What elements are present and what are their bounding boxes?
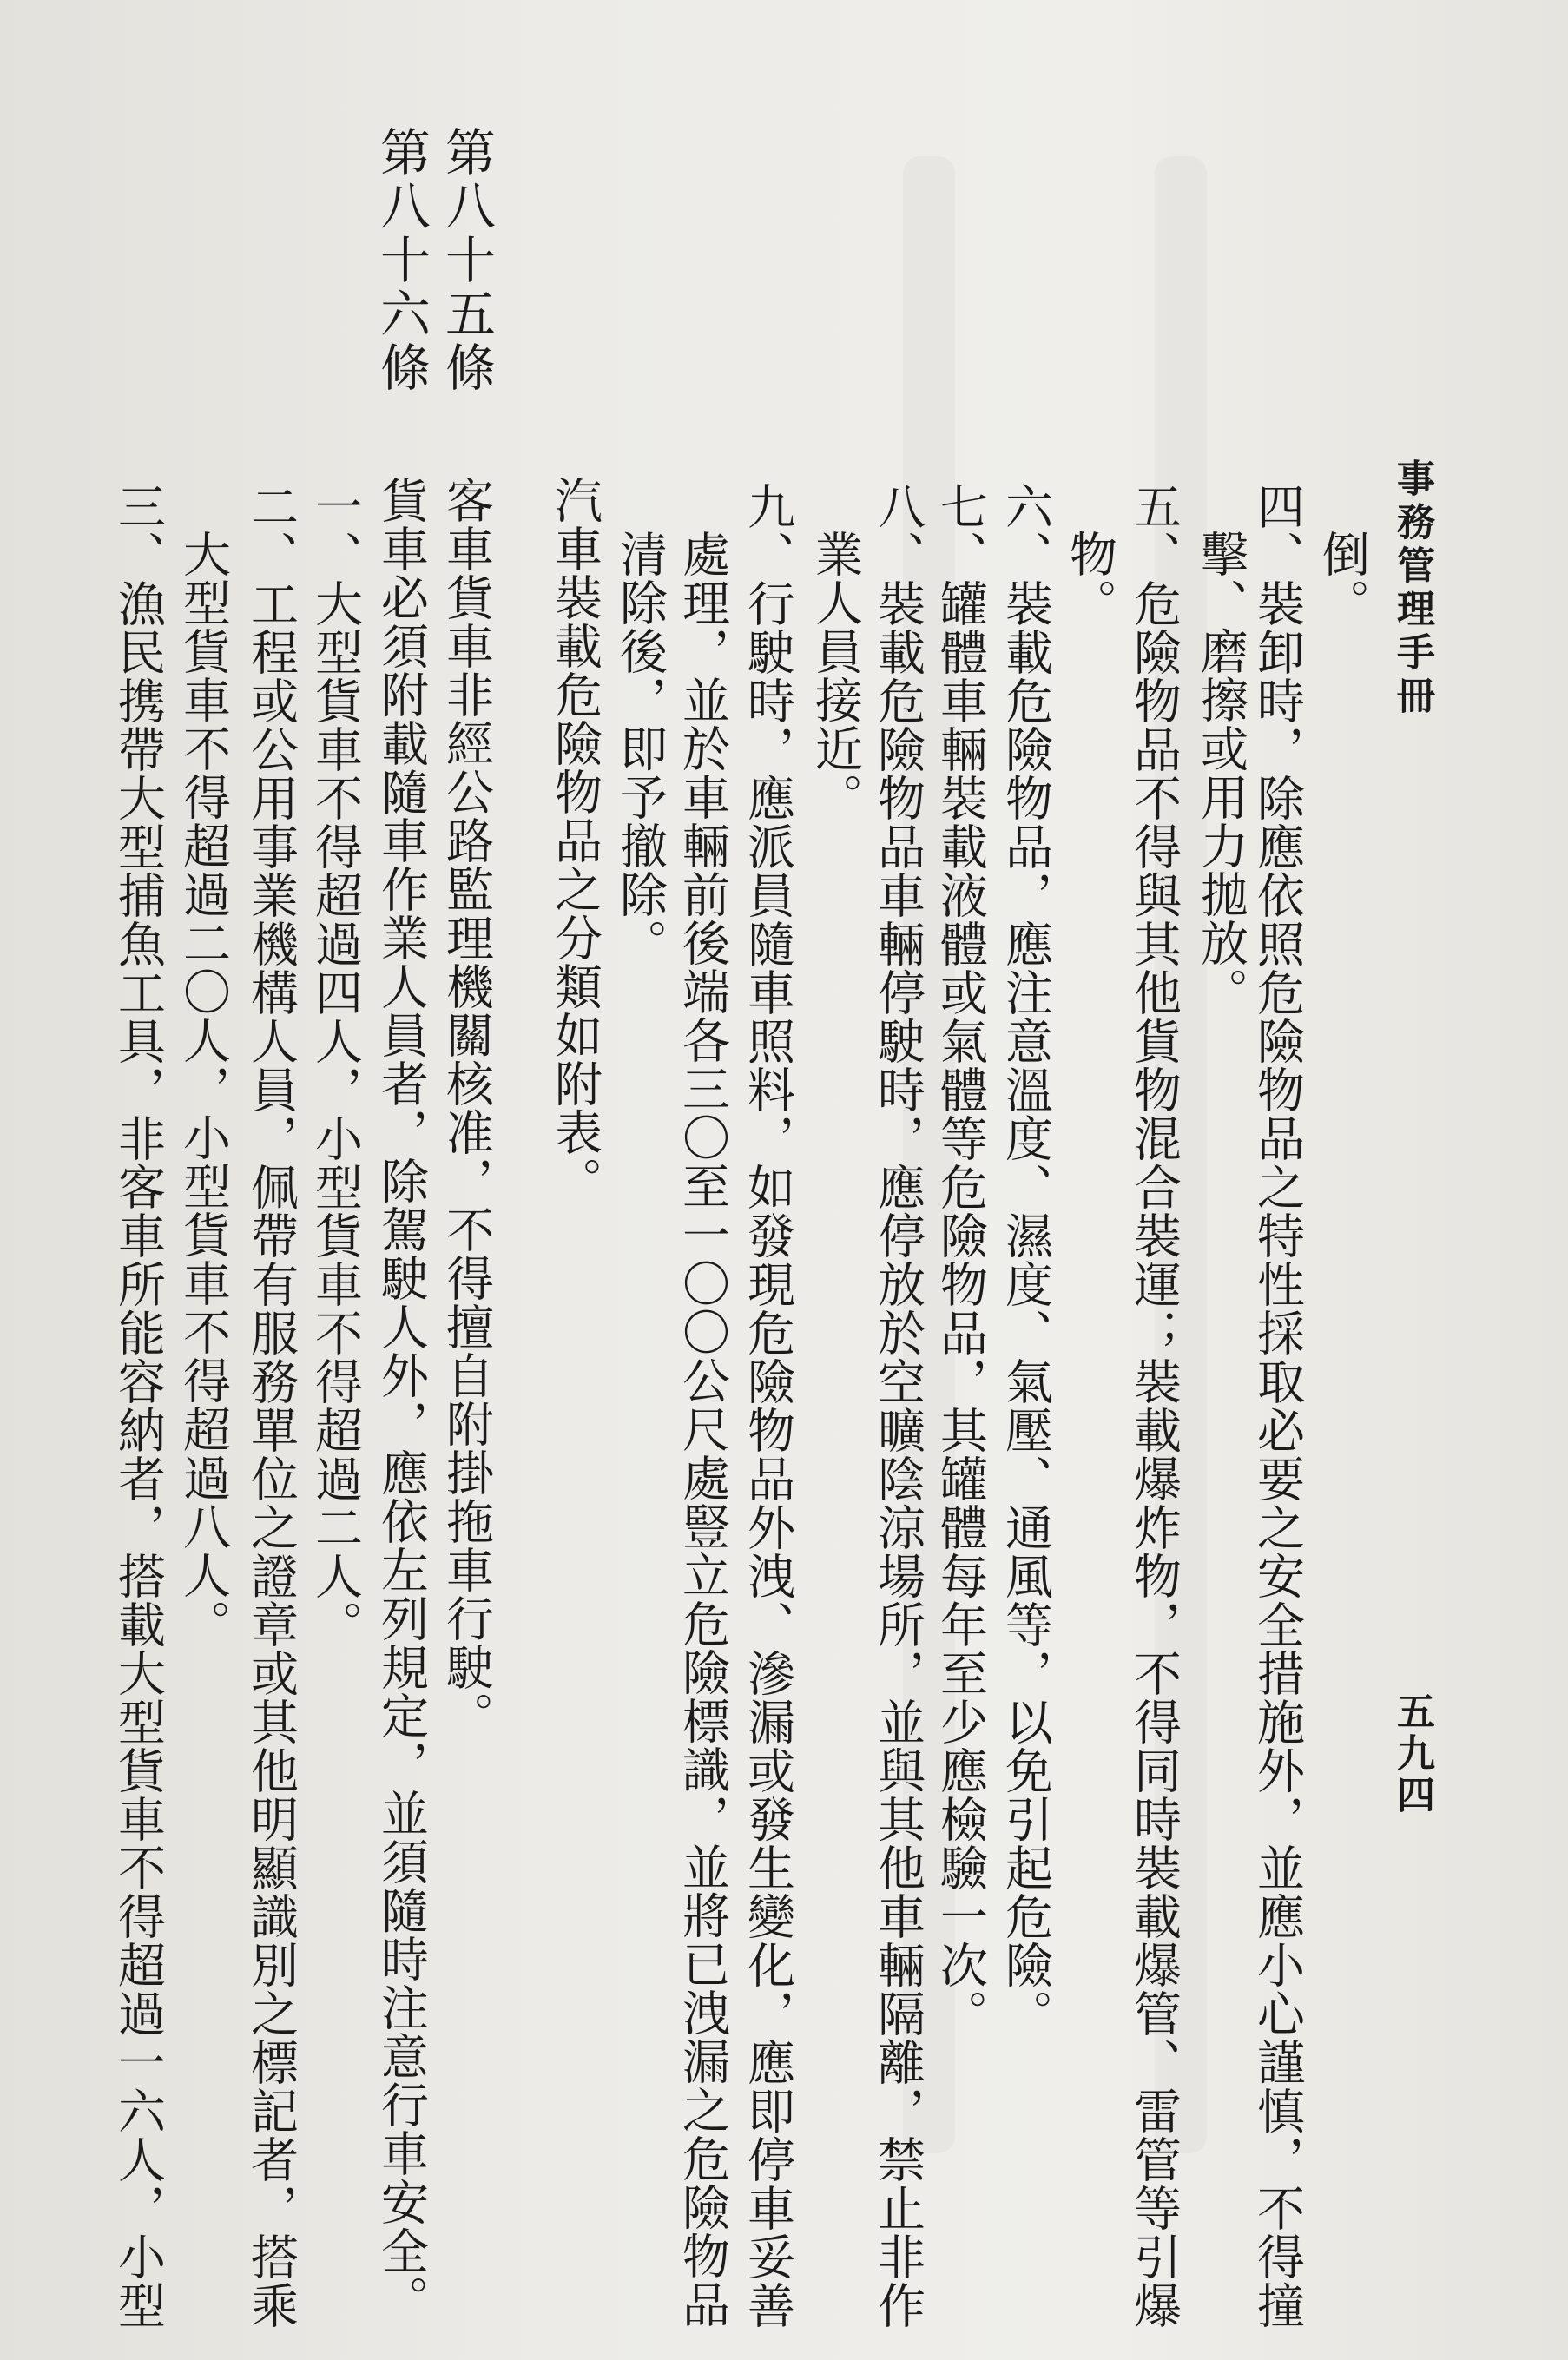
- text-line: 三、漁民携帶大型捕魚工具，非客車所能容納者，搭載大型貨車不得超過一六人，小型: [110, 482, 166, 2330]
- text-line: 汽車裝載危險物品之分類如附表。: [547, 476, 603, 1205]
- text-line: 大型貨車不得超過二〇人，小型貨車不得超過八人。: [175, 530, 231, 1648]
- text-line: 擊、磨擦或用力拋放。: [1193, 530, 1248, 1016]
- text-line: 五、危險物品不得與其他貨物混合裝運；裝載爆炸物，不得同時裝載爆管、雷管等引爆: [1126, 482, 1182, 2330]
- text-line: 物。: [1062, 530, 1117, 627]
- text-line: 二、工程或公用事業機構人員，佩帶有服務單位之證章或其他明顯識別之標記者，搭乘: [243, 482, 299, 2330]
- text-line: 貨車必須附載隨車作業人員者，除駕駛人外，應依左列規定，並須隨時注意行車安全。: [373, 476, 429, 2324]
- text-line: 處理，並於車輛前後端各三〇至一〇〇公尺處豎立危險標識，並將已洩漏之危險物品: [675, 530, 730, 2329]
- text-line: 六、裝載危險物品，應注意溫度、濕度、氣壓、通風等，以免引起危險。: [998, 482, 1053, 2038]
- text-line: 八、裝載危險物品車輛停駛時，應停放於空曠陰涼場所，並與其他車輛隔離，禁止非作: [870, 482, 926, 2330]
- article-heading: 第八十六條: [372, 126, 431, 395]
- text-line: 客車貨車非經公路監理機關核准，不得擅自附掛拖車行駛。: [438, 476, 494, 1740]
- text-line: 清除後，即予撤除。: [612, 530, 668, 967]
- article-heading: 第八十五條: [437, 126, 496, 395]
- text-line: 一、大型貨車不得超過四人，小型貨車不得超過二人。: [307, 482, 363, 1649]
- text-line: 七、罐體車輛裝載液體或氣體等危險物品，其罐體每年至少應檢驗一次。: [932, 482, 988, 2038]
- text-line: 倒。: [1314, 530, 1370, 627]
- text-line: 業人員接近。: [807, 530, 863, 821]
- text-line: 四、裝卸時，除應依照危險物品之特性採取必要之安全措施外，並應小心謹慎，不得撞: [1249, 482, 1305, 2330]
- text-line: 九、行駛時，應派員隨車照料，如發現危險物品外洩、滲漏或發生變化，應即停車妥善: [740, 482, 795, 2330]
- running-header-title: 事務管理手冊: [1390, 458, 1434, 719]
- page-number: 五九四: [1390, 1691, 1434, 1816]
